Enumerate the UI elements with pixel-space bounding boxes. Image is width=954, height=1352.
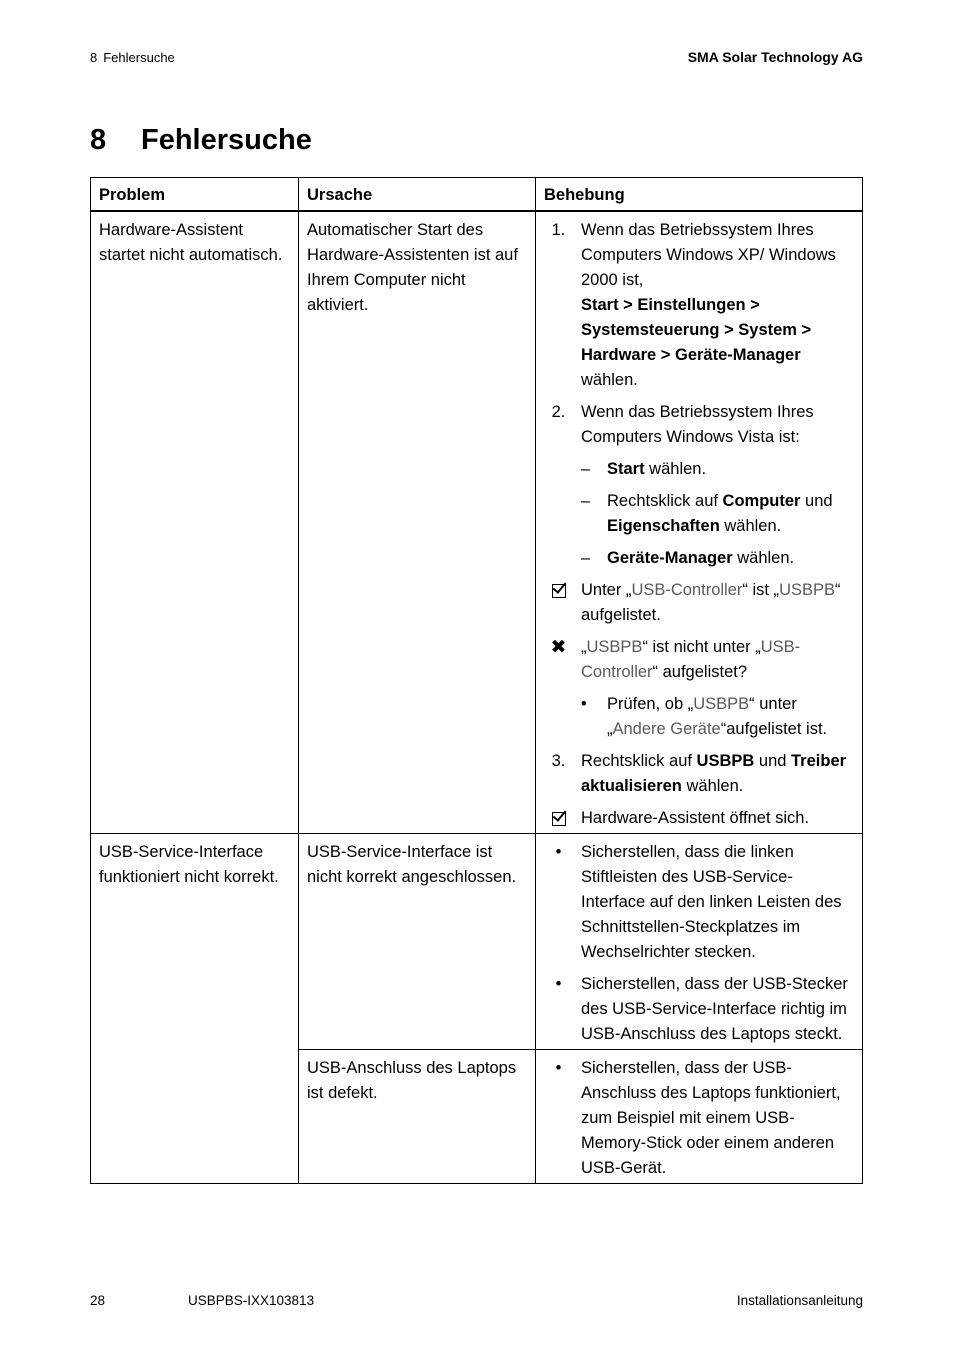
header-cause: Ursache [299,178,536,212]
check-other-devices: • Prüfen, ob „USBPB“ unter „Andere Geräte“aufgelistet ist. [581,695,828,738]
running-header-chapter: 8 Fehlersuche [90,50,175,65]
remedy-cell [536,834,863,1050]
document-code: USBPBS-IXX103813 [188,1293,315,1308]
substep-2a: – Start wählen. [581,460,707,478]
list-item: • Sicherstellen, dass die linken Stiftleisten des USB-Service-Interface auf den linken Leisten des Schnittstellen-Steckplatzes im Wechselrichter stecken. [555,843,842,961]
list-item: • Sicherstellen, dass der USB-Anschluss des Laptops funktioniert, zum Beispiel mit einem USB-Memory-Stick oder einem anderen USB-Gerät. [555,1059,841,1177]
substep-2b: – Rechtsklick auf Computer und Eigenschaften wählen. [581,492,833,535]
cross-icon: ✖ [550,637,567,658]
cause-cell: Automatischer Start des Hardware-Assistenten ist auf Ihrem Computer nicht aktiviert. [299,211,536,834]
document-type: Installationsanleitung [736,1293,863,1308]
table-row [91,834,863,1050]
cause-cell: USB-Anschluss des Laptops ist defekt. [299,1050,536,1184]
section-title: 8 Fehlersuche [90,124,312,156]
list-item: • Sicherstellen, dass der USB-Stecker des USB-Service-Interface richtig im USB-Anschluss des Laptops steckt. [555,975,848,1043]
header-problem: Problem [91,178,299,212]
table-row [91,211,863,834]
page-number: 28 [90,1293,106,1308]
result-wizard-opens: Hardware-Assistent öffnet sich. [536,806,854,831]
table-header-row [91,178,863,212]
step-2: 2. Wenn das Betriebssystem Ihres Computers Windows Vista ist: [551,403,814,446]
checkbox-checked-icon [552,584,566,598]
step-1: 1. Wenn das Betriebssystem Ihres Computers Windows XP/ Windows 2000 ist, Start > Einstellungen > Systemsteuerung > System > Hardware > Geräte-Manager wählen. [551,221,836,389]
troubleshooting-table [90,177,863,1184]
problem-cell: USB-Service-Interface funktioniert nicht korrekt. [91,834,299,1184]
remedy-cell [536,211,863,834]
result-error: ✖ „USBPB“ ist nicht unter „USB-Controller“ aufgelistet? [550,637,801,681]
header-remedy: Behebung [536,178,863,212]
running-header-company: SMA Solar Technology AG [687,49,863,65]
cause-cell: USB-Service-Interface ist nicht korrekt angeschlossen. [299,834,536,1050]
step-3: 3. Rechtsklick auf USBPB und Treiber aktualisieren wählen. [551,752,847,795]
problem-cell: Hardware-Assistent startet nicht automatisch. [91,211,299,834]
remedy-cell [536,1050,863,1184]
checkbox-checked-icon [552,812,566,826]
substep-2c: – Geräte-Manager wählen. [581,549,795,567]
result-ok: Unter „USB-Controller“ ist „USBPB“ aufgelistet. [536,578,854,628]
